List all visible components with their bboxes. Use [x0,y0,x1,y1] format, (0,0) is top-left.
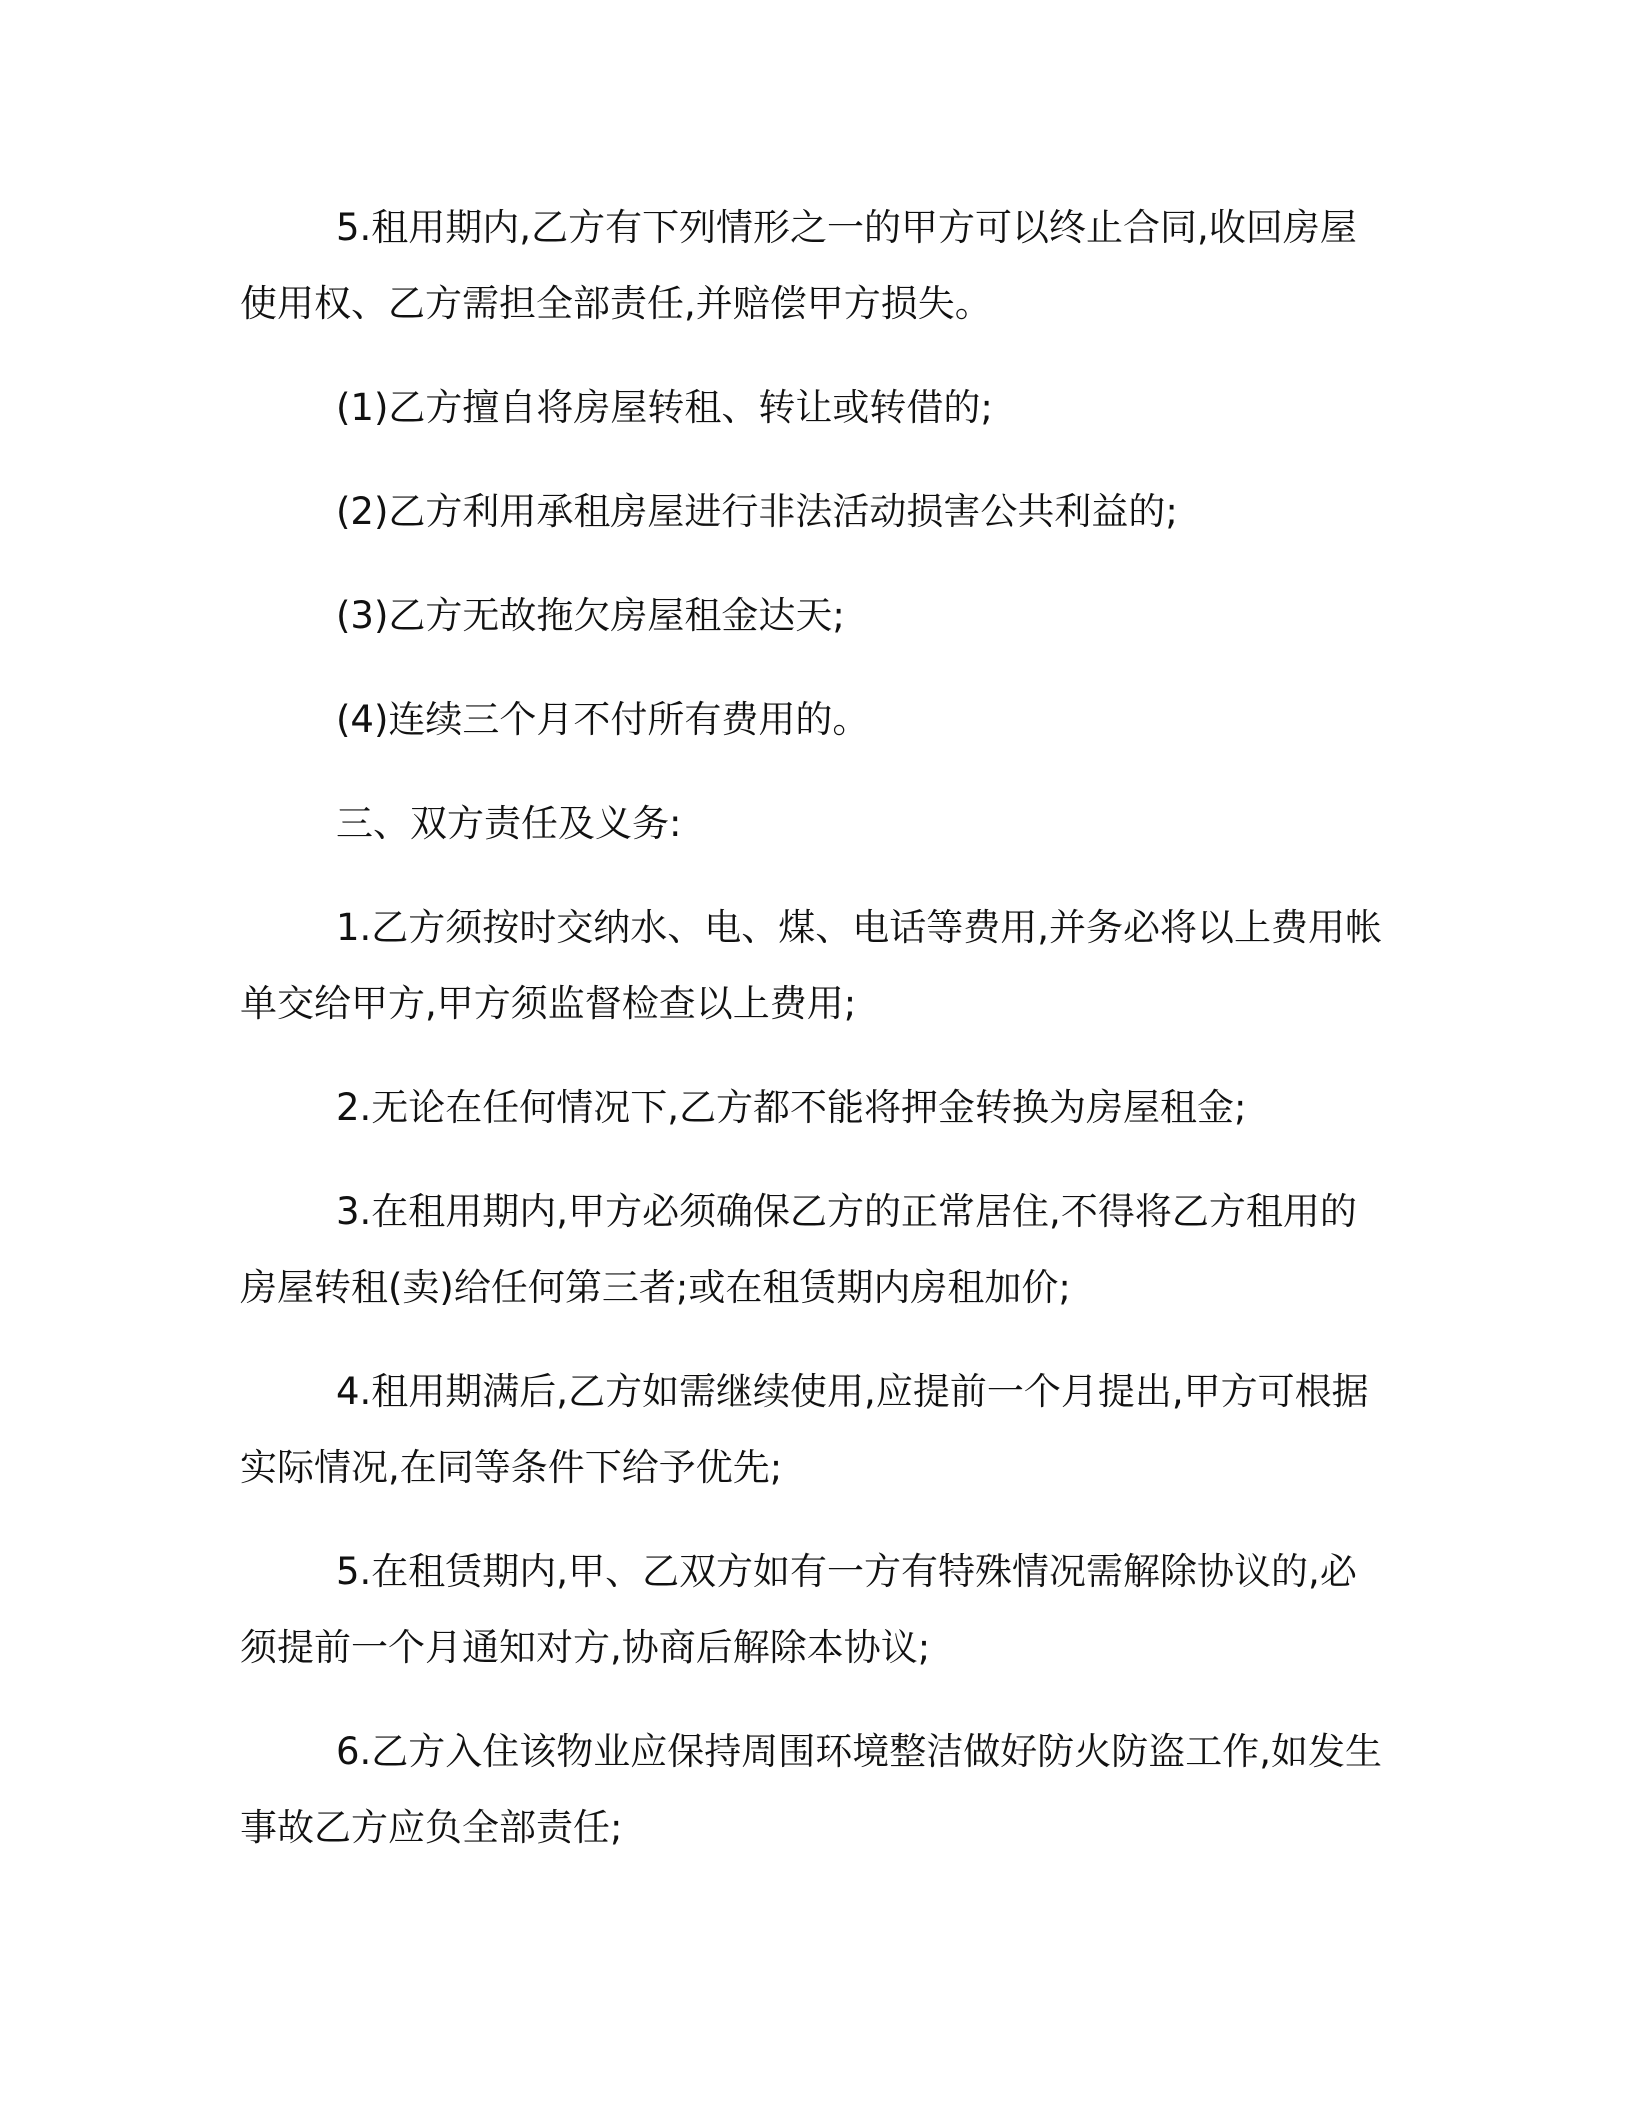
paragraph-duty-3: 3.在租用期内,甲方必须确保乙方的正常居住,不得将乙方租用的房屋转租(卖)给任何第三者;或在租赁期内房租加价; [240,1190,1357,1309]
paragraph-item-4: (4)连续三个月不付所有费用的。 [336,698,870,741]
paragraph-duty-1: 1.乙方须按时交纳水、电、煤、电话等费用,并务必将以上费用帐单交给甲方,甲方须监督检查以上费用; [240,906,1383,1025]
paragraph-duty-5: 5.在租赁期内,甲、乙双方如有一方有特殊情况需解除协议的,必须提前一个月通知对方,协商后解除本协议; [240,1550,1357,1669]
paragraph-item-3: (3)乙方无故拖欠房屋租金达天; [336,594,845,637]
section-heading-responsibilities: 三、双方责任及义务: [336,802,682,845]
paragraph-duty-6: 6.乙方入住该物业应保持周围环境整洁做好防火防盗工作,如发生事故乙方应负全部责任; [240,1730,1383,1849]
paragraph-duty-2: 2.无论在任何情况下,乙方都不能将押金转换为房屋租金; [336,1086,1247,1129]
paragraph-termination-clause: 5.租用期内,乙方有下列情形之一的甲方可以终止合同,收回房屋使用权、乙方需担全部责任,并赔偿甲方损失。 [240,206,1357,325]
paragraph-duty-4: 4.租用期满后,乙方如需继续使用,应提前一个月提出,甲方可根据实际情况,在同等条件下给予优先; [240,1370,1369,1489]
paragraph-item-1: (1)乙方擅自将房屋转租、转让或转借的; [336,386,993,429]
document-page [240,190,1390,1894]
paragraph-item-2: (2)乙方利用承租房屋进行非法活动损害公共利益的; [336,490,1178,533]
